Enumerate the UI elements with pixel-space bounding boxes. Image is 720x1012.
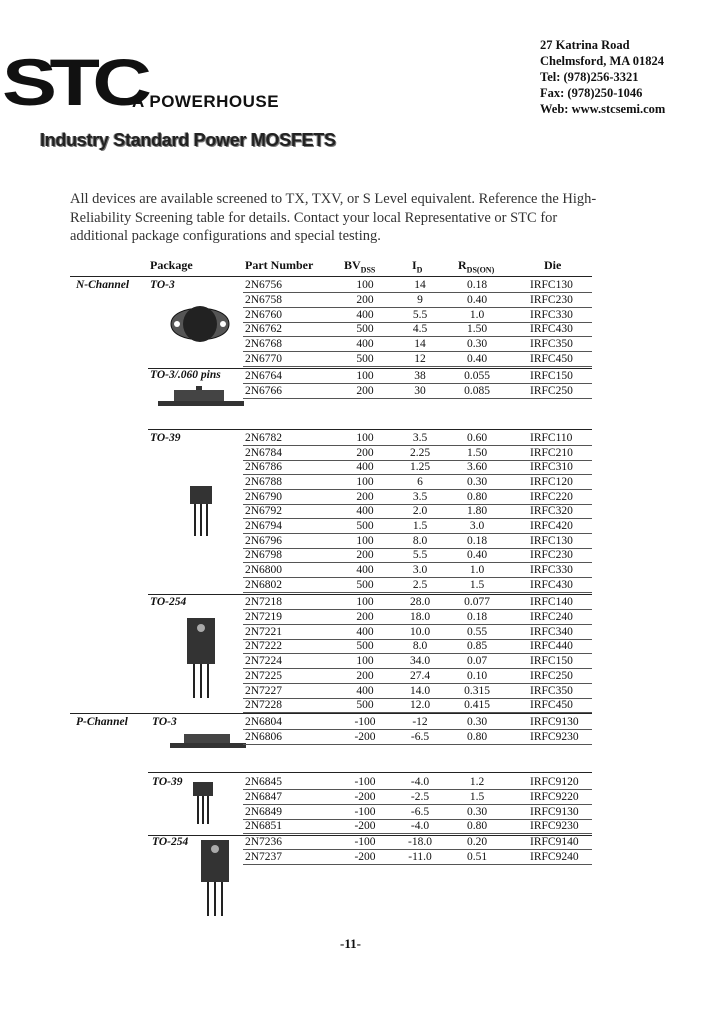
id-value: -6.5 <box>410 806 430 818</box>
group-rule <box>148 772 592 773</box>
bvdss-value: 500 <box>356 699 374 711</box>
phone: Tel: (978)256-3321 <box>540 70 639 84</box>
part-number: 2N6762 <box>245 323 283 335</box>
row-rule <box>243 729 592 730</box>
part-number: 2N6760 <box>245 309 283 321</box>
id-value: 3.0 <box>412 564 428 576</box>
rdson-value: 0.80 <box>466 731 488 743</box>
id-value: 4.5 <box>412 323 428 335</box>
rdson-value: 0.18 <box>466 611 488 623</box>
id-value: 10.0 <box>409 626 431 638</box>
part-number: 2N6798 <box>245 549 283 561</box>
bvdss-value: -100 <box>354 716 376 728</box>
die-value: IRFC340 <box>530 626 573 638</box>
die-value: IRFC9240 <box>530 851 579 863</box>
die-value: IRFC330 <box>530 564 573 576</box>
die-value: IRFC220 <box>530 491 573 503</box>
col-part-number: Part Number <box>245 258 314 272</box>
row-rule <box>243 398 592 399</box>
row-rule <box>243 624 592 625</box>
die-value: IRFC320 <box>530 505 573 517</box>
row-rule <box>243 653 592 654</box>
bvdss-value: 100 <box>356 432 374 444</box>
rdson-value: 0.18 <box>466 535 488 547</box>
die-value: IRFC240 <box>530 611 573 623</box>
rdson-value: 0.80 <box>466 820 488 832</box>
die-value: IRFC450 <box>530 699 573 711</box>
die-value: IRFC130 <box>530 535 573 547</box>
row-rule <box>243 668 592 669</box>
col-rdson: $R_{DS(ON)}$ <box>458 258 495 275</box>
part-number: 2N6758 <box>245 294 283 306</box>
rdson-value: 0.07 <box>466 655 488 667</box>
part-number: 2N7237 <box>245 851 283 863</box>
col-bvdss: $BV_{DSS}$ <box>344 258 376 275</box>
part-number: 2N7221 <box>245 626 283 638</box>
col-id: $I_D$ <box>412 258 423 275</box>
die-value: IRFC450 <box>530 353 573 365</box>
die-value: IRFC350 <box>530 685 573 697</box>
bvdss-value: 100 <box>356 596 374 608</box>
rdson-value: 0.315 <box>464 685 490 697</box>
group-rule <box>148 429 592 430</box>
rdson-value: 0.30 <box>466 716 488 728</box>
bvdss-value: -200 <box>354 851 376 863</box>
bvdss-value: 100 <box>356 279 374 291</box>
die-value: IRFC210 <box>530 447 573 459</box>
fax: Fax: (978)250-1046 <box>540 86 643 100</box>
bvdss-value: 200 <box>356 491 374 503</box>
id-value: 2.25 <box>409 447 431 459</box>
address-block <box>540 37 665 117</box>
die-value: IRFC9230 <box>530 731 579 743</box>
die-value: IRFC9120 <box>530 776 579 788</box>
id-value: 5.5 <box>412 309 428 321</box>
id-value: 14.0 <box>409 685 431 697</box>
bvdss-value: 400 <box>356 564 374 576</box>
bvdss-value: 500 <box>356 579 374 591</box>
rdson-value: 0.077 <box>464 596 490 608</box>
bvdss-value: 200 <box>356 294 374 306</box>
rdson-value: 0.10 <box>466 670 488 682</box>
row-rule <box>243 804 592 805</box>
bvdss-value: 100 <box>356 370 374 382</box>
bvdss-value: 100 <box>356 655 374 667</box>
row-rule <box>243 592 592 593</box>
die-value: IRFC9140 <box>530 836 579 848</box>
rdson-value: 0.40 <box>466 294 488 306</box>
rdson-value: 0.40 <box>466 549 488 561</box>
package-to254: TO-254 <box>150 596 187 608</box>
rdson-value: 0.055 <box>464 370 490 382</box>
group-rule <box>148 368 592 369</box>
row-rule <box>243 366 592 367</box>
part-number: 2N6764 <box>245 370 283 382</box>
rdson-value: 1.80 <box>466 505 488 517</box>
bvdss-value: 400 <box>356 309 374 321</box>
part-number: 2N6847 <box>245 791 283 803</box>
bvdss-value: 400 <box>356 626 374 638</box>
die-value: IRFC130 <box>530 279 573 291</box>
package-to3-060: TO-3/.060 pins <box>150 369 221 381</box>
part-number: 2N7227 <box>245 685 283 697</box>
package-to39: TO-39 <box>150 432 181 444</box>
row-rule <box>243 518 592 519</box>
id-value: 2.0 <box>412 505 428 517</box>
bvdss-value: -100 <box>354 806 376 818</box>
bvdss-value: 100 <box>356 535 374 547</box>
die-value: IRFC420 <box>530 520 573 532</box>
die-value: IRFC9230 <box>530 820 579 832</box>
bvdss-value: -100 <box>354 776 376 788</box>
id-value: 3.5 <box>412 432 428 444</box>
part-number: 2N6756 <box>245 279 283 291</box>
id-value: 9 <box>417 294 423 306</box>
id-value: -4.0 <box>410 820 430 832</box>
id-value: 6 <box>417 476 423 488</box>
die-value: IRFC110 <box>530 432 573 444</box>
die-value: IRFC230 <box>530 549 573 561</box>
bvdss-value: 200 <box>356 385 374 397</box>
page-number: -11- <box>340 936 361 951</box>
id-value: 8.0 <box>412 535 428 547</box>
bvdss-value: 200 <box>356 549 374 561</box>
die-value: IRFC250 <box>530 670 573 682</box>
page-title: Industry Standard Power MOSFETS <box>40 130 336 150</box>
part-number: 2N6802 <box>245 579 283 591</box>
part-number: 2N6849 <box>245 806 283 818</box>
stc-logo: STC <box>2 45 145 119</box>
rdson-value: 3.0 <box>469 520 485 532</box>
part-number: 2N6804 <box>245 716 283 728</box>
die-value: IRFC9130 <box>530 716 579 728</box>
row-rule <box>243 292 592 293</box>
bvdss-value: -200 <box>354 791 376 803</box>
rdson-value: 0.60 <box>466 432 488 444</box>
part-number: 2N7225 <box>245 670 283 682</box>
part-number: 2N6786 <box>245 461 283 473</box>
bvdss-value: 200 <box>356 670 374 682</box>
website: Web: www.stcsemi.com <box>540 102 666 116</box>
rdson-value: 0.55 <box>466 626 488 638</box>
rdson-value: 1.0 <box>469 564 485 576</box>
rdson-value: 0.51 <box>466 851 488 863</box>
id-value: 2.5 <box>412 579 428 591</box>
rdson-value: 1.2 <box>469 776 485 788</box>
tagline: A POWERHOUSE <box>132 92 280 111</box>
part-number: 2N6770 <box>245 353 283 365</box>
row-rule <box>243 849 592 850</box>
part-number: 2N6794 <box>245 520 283 532</box>
id-value: -12 <box>412 716 428 728</box>
rdson-value: 3.60 <box>466 461 488 473</box>
id-value: 27.4 <box>409 670 431 682</box>
die-value: IRFC430 <box>530 323 573 335</box>
die-value: IRFC430 <box>530 579 573 591</box>
rdson-value: 1.5 <box>469 791 485 803</box>
row-rule <box>243 445 592 446</box>
row-rule <box>243 351 592 352</box>
address-line: 27 Katrina Road <box>540 38 630 52</box>
rdson-value: 0.40 <box>466 353 488 365</box>
package-to254-p: TO-254 <box>152 836 189 848</box>
bvdss-value: 500 <box>356 353 374 365</box>
id-value: -6.5 <box>410 731 430 743</box>
package-to3: TO-3 <box>150 279 175 291</box>
rdson-value: 0.30 <box>466 338 488 350</box>
rdson-value: 0.18 <box>466 279 488 291</box>
part-number: 2N7236 <box>245 836 283 848</box>
row-rule <box>243 336 592 337</box>
part-number: 2N6788 <box>245 476 283 488</box>
bvdss-value: -200 <box>354 731 376 743</box>
id-value: 14 <box>414 338 426 350</box>
row-rule <box>243 712 592 713</box>
bvdss-value: 500 <box>356 640 374 652</box>
row-rule <box>243 744 592 745</box>
bvdss-value: 500 <box>356 520 374 532</box>
die-value: IRFC9130 <box>530 806 579 818</box>
id-value: 14 <box>414 279 426 291</box>
id-value: 12 <box>414 353 426 365</box>
col-die: Die <box>544 258 562 272</box>
bvdss-value: 200 <box>356 447 374 459</box>
bvdss-value: -200 <box>354 820 376 832</box>
id-value: 8.0 <box>412 640 428 652</box>
row-rule <box>243 474 592 475</box>
bvdss-value: 400 <box>356 685 374 697</box>
die-value: IRFC140 <box>530 596 573 608</box>
part-number: 2N7228 <box>245 699 283 711</box>
id-value: -11.0 <box>408 851 432 863</box>
intro-paragraph: All devices are available screened to TX, TXV, or S Level equivalent. Reference the High-Reliability Screening table for details. Contact your local Representative or STC for additional package configurations and special testing. <box>70 191 597 244</box>
id-value: 34.0 <box>409 655 431 667</box>
part-number: 2N7222 <box>245 640 283 652</box>
rdson-value: 1.50 <box>466 323 488 335</box>
row-rule <box>243 577 592 578</box>
p-channel-label: P-Channel <box>76 716 128 728</box>
rdson-value: 1.50 <box>466 447 488 459</box>
row-rule <box>243 789 592 790</box>
row-rule <box>243 609 592 610</box>
die-value: IRFC230 <box>530 294 573 306</box>
id-value: 18.0 <box>409 611 431 623</box>
id-value: 38 <box>414 370 426 382</box>
rdson-value: 0.30 <box>466 806 488 818</box>
package-to3-p: TO-3 <box>152 716 177 728</box>
row-rule <box>243 562 592 563</box>
rdson-value: 0.85 <box>466 640 488 652</box>
id-value: 3.5 <box>412 491 428 503</box>
part-number: 2N6782 <box>245 432 283 444</box>
bvdss-value: 400 <box>356 461 374 473</box>
row-rule <box>243 307 592 308</box>
die-value: IRFC250 <box>530 385 573 397</box>
bvdss-value: 500 <box>356 323 374 335</box>
id-value: 1.25 <box>409 461 431 473</box>
row-rule <box>243 683 592 684</box>
part-number: 2N7219 <box>245 611 283 623</box>
id-value: 30 <box>414 385 426 397</box>
col-package: Package <box>150 258 193 272</box>
part-number: 2N6851 <box>245 820 283 832</box>
rdson-value: 0.085 <box>464 385 490 397</box>
package-to39-p: TO-39 <box>152 776 183 788</box>
die-value: IRFC350 <box>530 338 573 350</box>
row-rule <box>243 833 592 834</box>
part-number: 2N6790 <box>245 491 283 503</box>
die-value: IRFC150 <box>530 370 573 382</box>
part-number: 2N6800 <box>245 564 283 576</box>
rdson-value: 0.80 <box>466 491 488 503</box>
id-value: 1.5 <box>412 520 428 532</box>
address-line: Chelmsford, MA 01824 <box>540 54 664 68</box>
part-number: 2N6784 <box>245 447 283 459</box>
row-rule <box>243 533 592 534</box>
id-value: -4.0 <box>410 776 430 788</box>
id-value: -2.5 <box>410 791 430 803</box>
row-rule <box>243 489 592 490</box>
bvdss-value: 400 <box>356 338 374 350</box>
part-number: 2N6806 <box>245 731 283 743</box>
die-value: IRFC330 <box>530 309 573 321</box>
row-rule <box>243 864 592 865</box>
rdson-value: 1.5 <box>469 579 485 591</box>
part-number: 2N6768 <box>245 338 283 350</box>
group-rule <box>148 594 592 595</box>
part-number: 2N7224 <box>245 655 283 667</box>
part-number: 2N7218 <box>245 596 283 608</box>
bvdss-value: 200 <box>356 611 374 623</box>
die-value: IRFC440 <box>530 640 573 652</box>
id-value: -18.0 <box>408 836 432 848</box>
bvdss-value: 400 <box>356 505 374 517</box>
part-number: 2N6792 <box>245 505 283 517</box>
header-rule <box>70 276 592 277</box>
rdson-value: 0.20 <box>466 836 488 848</box>
bvdss-value: 100 <box>356 476 374 488</box>
n-channel-label: N-Channel <box>76 279 130 291</box>
die-value: IRFC9220 <box>530 791 579 803</box>
id-value: 5.5 <box>412 549 428 561</box>
part-number: 2N6845 <box>245 776 283 788</box>
row-rule <box>243 383 592 384</box>
id-value: 12.0 <box>409 699 431 711</box>
rdson-value: 1.0 <box>469 309 485 321</box>
rdson-value: 0.30 <box>466 476 488 488</box>
rdson-value: 0.415 <box>464 699 490 711</box>
die-value: IRFC310 <box>530 461 573 473</box>
part-number: 2N6766 <box>245 385 283 397</box>
bvdss-value: -100 <box>354 836 376 848</box>
die-value: IRFC120 <box>530 476 573 488</box>
die-value: IRFC150 <box>530 655 573 667</box>
id-value: 28.0 <box>409 596 431 608</box>
part-number: 2N6796 <box>245 535 283 547</box>
